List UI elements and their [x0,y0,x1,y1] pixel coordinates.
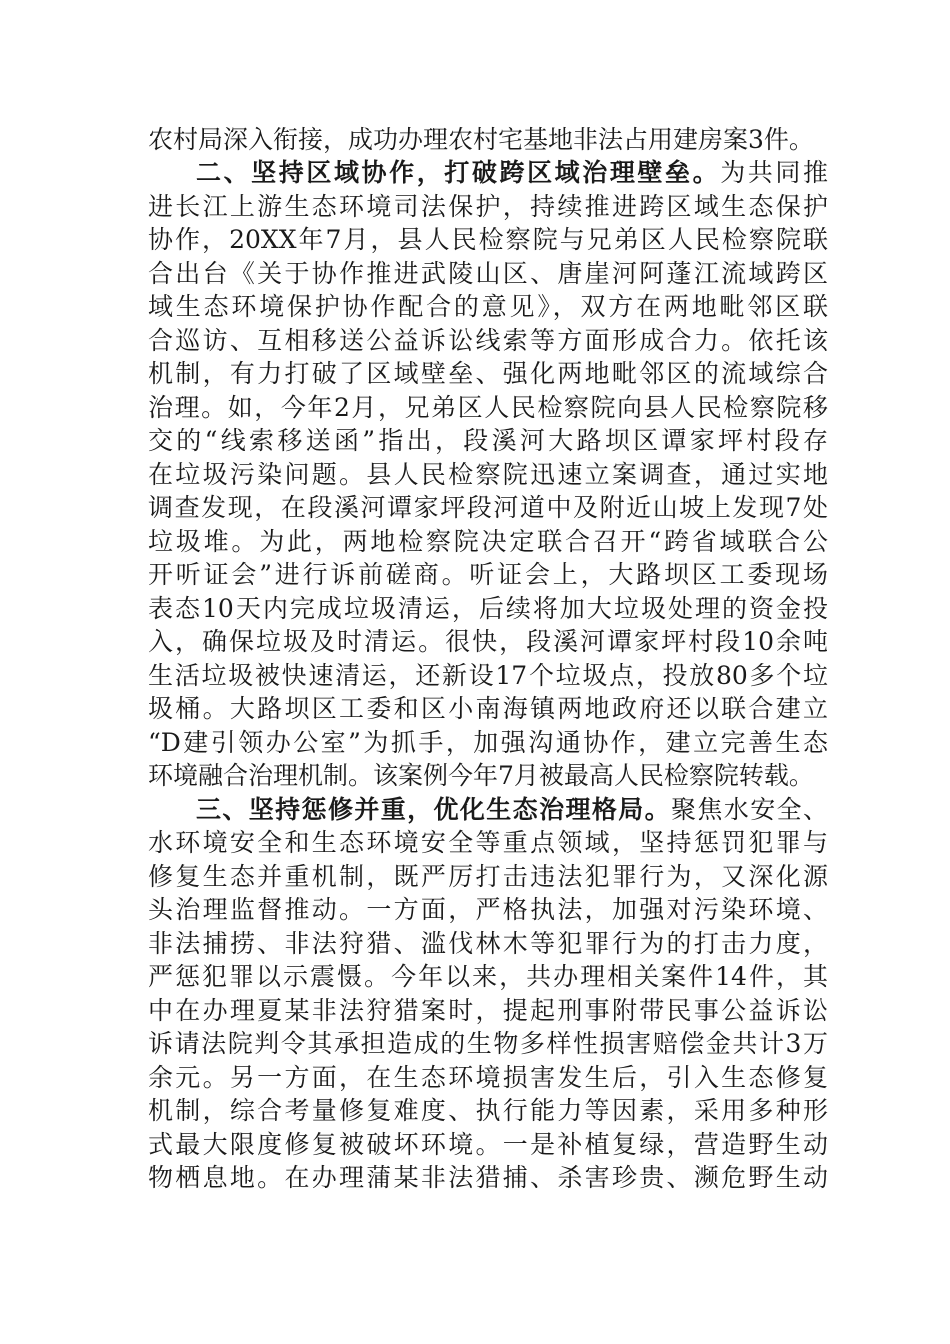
body-line: 合巡访、互相移送公益诉讼线索等方面形成合力。依托该 [148,326,828,355]
body-line: 余元。另一方面，在生态环境损害发生后，引入生态修复 [148,1063,828,1092]
body-line: 入，确保垃圾及时清运。很快，段溪河谭家坪村段10余吨 [148,627,828,656]
body-line: 环境融合治理机制。该案例今年7月被最高人民检察院转载。 [148,761,814,790]
body-line: 在垃圾污染问题。县人民检察院迅速立案调查，通过实地 [148,460,828,489]
body-line: 生活垃圾被快速清运，还新设17个垃圾点，投放80多个垃 [148,661,828,690]
body-line: 修复生态并重机制，既严厉打击违法犯罪行为，又深化源 [148,862,828,891]
body-line: 诉请法院判令其承担造成的生物多样性损害赔偿金共计3万 [148,1029,828,1058]
section-2-lead-text: 为共同推 [720,158,828,187]
body-line: 域生态环境保护协作配合的意见》，双方在两地毗邻区联 [148,292,828,321]
body-line: 水环境安全和生态环境安全等重点领域，坚持惩罚犯罪与 [148,828,828,857]
section-3-heading: 三、坚持惩修并重，优化生态治理格局。 [196,795,672,824]
body-line: 圾桶。大路坝区工委和区小南海镇两地政府还以联合建立 [148,694,828,723]
body-line: 严惩犯罪以示震慑。今年以来，共办理相关案件14件，其 [148,962,828,991]
body-line: 机制，综合考量修复难度、执行能力等因素，采用多种形 [148,1096,828,1125]
body-line: 调查发现，在段溪河谭家坪段河道中及附近山坡上发现7处 [148,493,828,522]
body-line: 式最大限度修复被破坏环境。一是补植复绿，营造野生动 [148,1130,828,1159]
body-line: 物栖息地。在办理蒲某非法猎捕、杀害珍贵、濒危野生动 [148,1163,828,1192]
body-line: 农村局深入衔接，成功办理农村宅基地非法占用建房案3件。 [148,125,814,154]
body-line: 协作，20XX年7月，县人民检察院与兄弟区人民检察院联 [148,225,828,254]
body-line: 机制，有力打破了区域壁垒、强化两地毗邻区的流域综合 [148,359,828,388]
body-line: 中在办理夏某非法狩猎案时，提起刑事附带民事公益诉讼 [148,996,828,1025]
body-line: 表态10天内完成垃圾清运，后续将加大垃圾处理的资金投 [148,594,828,623]
section-3-lead-text: 聚焦水安全、 [671,795,828,824]
body-line: 头治理监督推动。一方面，严格执法，加强对污染环境、 [148,895,828,924]
body-line: 开听证会”进行诉前磋商。听证会上，大路坝区工委现场 [148,560,828,589]
body-line: “D建引领办公室”为抓手，加强沟通协作，建立完善生态 [148,728,828,757]
body-line: 治理。如，今年2月，兄弟区人民检察院向县人民检察院移 [148,393,828,422]
body-line: 非法捕捞、非法狩猎、滥伐林木等犯罪行为的打击力度， [148,929,828,958]
body-line: 进长江上游生态环境司法保护，持续推进跨区域生态保护 [148,192,828,221]
body-line: 合出台《关于协作推进武陵山区、唐崖河阿蓬江流域跨区 [148,259,828,288]
body-line: 交的“线索移送函”指出，段溪河大路坝区谭家坪村段存 [148,426,828,455]
body-line: 垃圾堆。为此，两地检察院决定联合召开“跨省域联合公 [148,527,828,556]
section-2-heading: 二、坚持区域协作，打破跨区域治理壁垒。 [196,158,721,187]
